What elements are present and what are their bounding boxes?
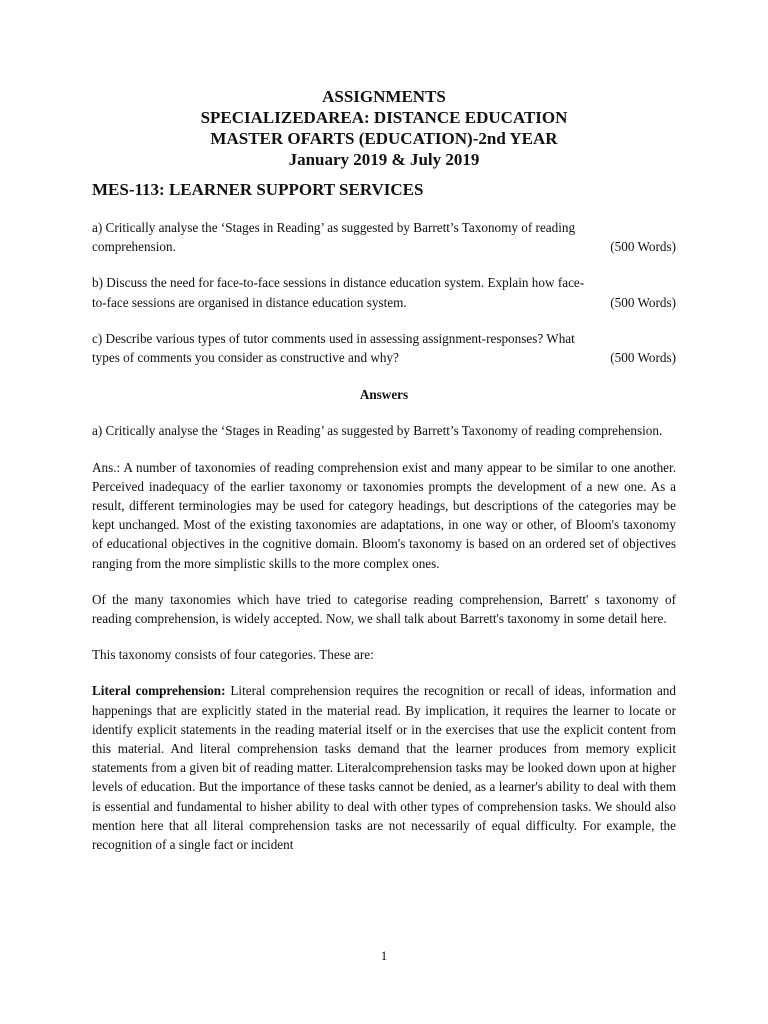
question-b-word-limit: (500 Words) bbox=[610, 294, 676, 310]
question-c-line1: c) Describe various types of tutor comments used in assessing assignment-responses? What bbox=[92, 330, 575, 346]
question-c bbox=[92, 329, 676, 367]
document-body bbox=[92, 218, 676, 871]
page-number: 1 bbox=[380, 948, 388, 963]
question-a-word-limit: (500 Words) bbox=[610, 239, 676, 255]
question-b bbox=[92, 273, 676, 311]
answer-paragraph-literal-comprehension bbox=[92, 681, 676, 854]
question-b-line1: b) Discuss the need for face-to-face sessions in distance education system. Explain how face- bbox=[92, 275, 585, 291]
header-line-specialized-area: SPECIALIZEDAREA: DISTANCE EDUCATION bbox=[200, 108, 568, 127]
literal-comprehension-text: Literal comprehension requires the recognition or recall of ideas, information and happenings that are explicitly stated in the material read. By implication, it requires the learner to locate or identify explicit statements in the reading material itself or in the exercises that use the explicit content from this material. And literal comprehension tasks demand that the learner produces from memory explicit statements from a given bit of reading matter. Literalcomprehension tasks may be looked down upon at higher levels of education. But the importance of these tasks cannot be denied, as a learner's ability to deal with them is essential and fundamental to hisher ability to deal with other types of comprehension tasks. We should also mention here that all literal comprehension tasks are not necessarily of equal difficulty. For example, the recognition of a single fact or incident bbox=[92, 683, 676, 853]
course-title: MES-113: LEARNER SUPPORT SERVICES bbox=[92, 180, 424, 199]
answer-paragraph-1: Ans.: A number of taxonomies of reading comprehension exist and many appear to be similar to one another. Perceived inadequacy of the earlier taxonomy or taxonomies prompts the development of a new one. As a result, different terminologies may be used for category headings, but descriptions of the categories may be kept unchanged. Most of the existing taxonomies are adaptations, in one way or other, of Bloom's taxonomy of educational objectives in the cognitive domain. Bloom's taxonomy is based on an ordered set of objectives ranging from the more simplistic skills to the more complex ones. bbox=[92, 459, 676, 571]
question-a bbox=[92, 218, 676, 256]
literal-comprehension-label: Literal comprehension: bbox=[92, 683, 226, 699]
header-line-session: January 2019 & July 2019 bbox=[288, 150, 480, 169]
question-a-line1: a) Critically analyse the ‘Stages in Reading’ as suggested by Barrett’s Taxonomy of reading bbox=[92, 220, 576, 235]
question-b-line2: to-face sessions are organised in distance education system. bbox=[92, 294, 407, 310]
question-c-line2: types of comments you consider as constructive and why? bbox=[92, 350, 399, 366]
document-header bbox=[0, 86, 768, 170]
answer-question-restated: a) Critically analyse the ‘Stages in Reading’ as suggested by Barrett’s Taxonomy of reading comprehension. bbox=[92, 423, 663, 439]
answer-paragraph-2: Of the many taxonomies which have tried to categorise reading comprehension, Barrett' s taxonomy of reading comprehension, is widely accepted. Now, we shall talk about Barrett's taxonomy in some detail here. bbox=[92, 591, 676, 627]
answer-paragraph-3: This taxonomy consists of four categories. These are: bbox=[92, 647, 374, 663]
question-a-line2: comprehension. bbox=[92, 239, 176, 255]
header-line-assignments: ASSIGNMENTS bbox=[322, 87, 446, 106]
header-line-programme: MASTER OFARTS (EDUCATION)-2nd YEAR bbox=[210, 129, 558, 148]
question-c-word-limit: (500 Words) bbox=[610, 350, 676, 366]
answers-heading: Answers bbox=[359, 387, 409, 403]
